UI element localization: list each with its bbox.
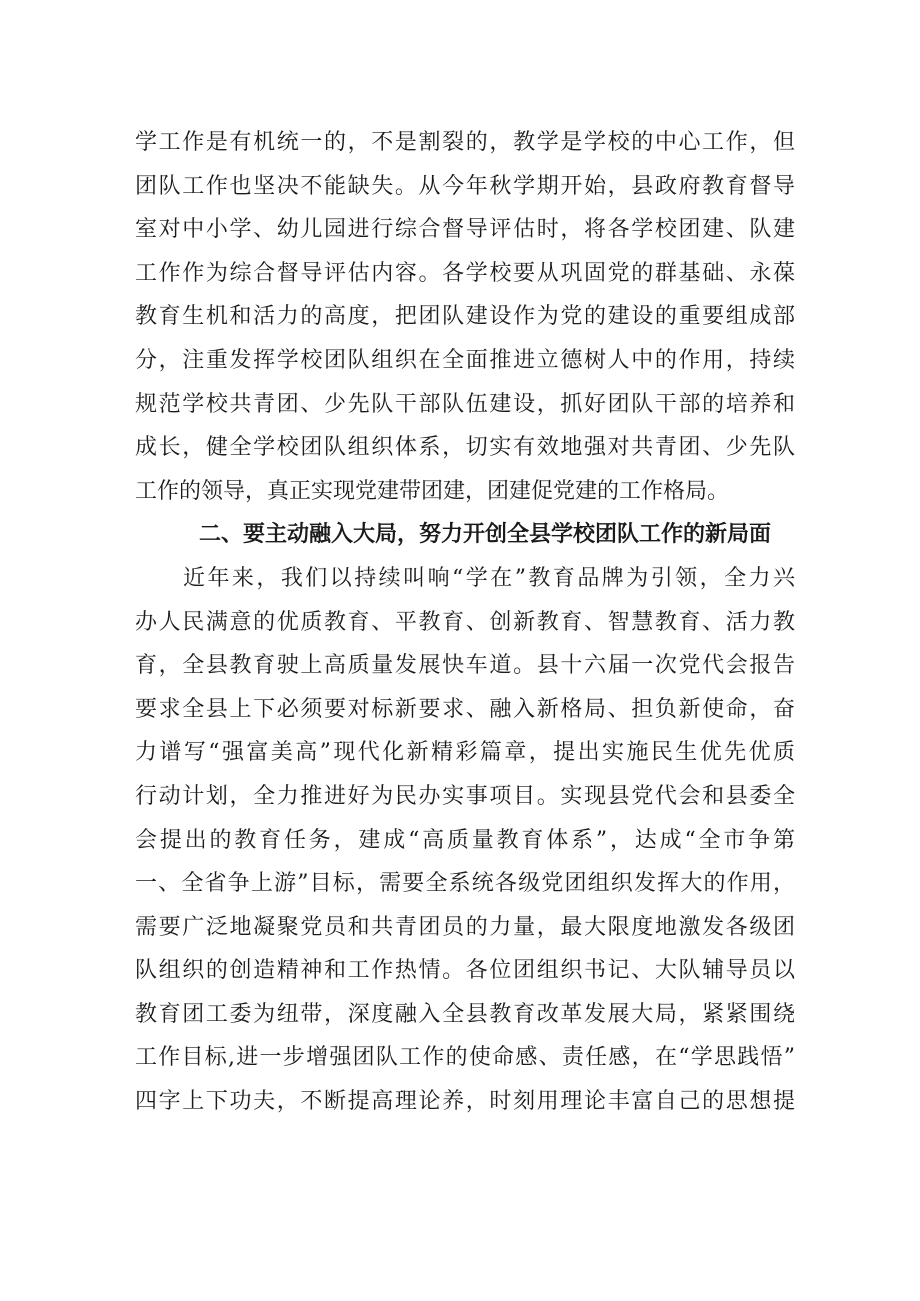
text-line: 团队工作也坚决不能缺失。从今年秋学期开始，县政府教育督导 xyxy=(135,173,795,199)
text-line: 近年来，我们以持续叫响“学在”教育品牌为引领，全力兴 xyxy=(183,565,795,591)
paragraph-2 xyxy=(135,557,795,1124)
text-line: 学工作是有机统一的，不是割裂的，教学是学校的中心工作，但 xyxy=(135,130,795,155)
text-line: 教育团工委为纽带，深度融入全县教育改革发展大局，紧紧围绕 xyxy=(135,1001,795,1027)
text-line: 室对中小学、幼儿园进行综合督导评估时，将各学校团建、队建 xyxy=(135,217,795,243)
text-line: 办人民满意的优质教育、平教育、创新教育、智慧教育、活力教 xyxy=(135,609,795,635)
document-body xyxy=(135,121,795,1124)
text-line: 行动计划，全力推进好为民办实事项目。实现县党代会和县委全 xyxy=(135,783,795,809)
text-line: 工作的领导，真正实现党建带团建，团建促党建的工作格局。 xyxy=(135,478,730,504)
section-heading: 二、要主动融入大局，努力开创全县学校团队工作的新局面 xyxy=(199,522,772,548)
text-line: 力谱写“强富美高”现代化新精彩篇章，提出实施民生优先优质 xyxy=(135,740,795,766)
text-line: 工作目标,进一步增强团队工作的使命感、责任感，在“学思践悟” xyxy=(135,1045,795,1071)
text-line: 会提出的教育任务，建成“高质量教育体系”，达成“全市争第 xyxy=(135,827,795,853)
text-line: 需要广泛地凝聚党员和共青团员的力量，最大限度地激发各级团 xyxy=(135,914,795,940)
text-line: 育，全县教育驶上高质量发展快车道。县十六届一次党代会报告 xyxy=(135,653,795,679)
text-line: 一、全省争上游”目标，需要全系统各级党团组织发挥大的作用， xyxy=(135,871,795,897)
text-line: 工作作为综合督导评估内容。各学校要从巩固党的群基础、永葆 xyxy=(135,260,795,286)
text-line: 队组织的创造精神和工作热情。各位团组织书记、大队辅导员以 xyxy=(135,958,795,984)
text-line: 成长，健全学校团队组织体系，切实有效地强对共青团、少先队 xyxy=(135,435,795,461)
text-line: 要求全县上下必须要对标新要求、融入新格局、担负新使命，奋 xyxy=(135,696,795,722)
text-line: 教育生机和活力的高度，把团队建设作为党的建设的重要组成部 xyxy=(135,304,795,330)
text-line: 规范学校共青团、少先队干部队伍建设，抓好团队干部的培养和 xyxy=(135,391,795,417)
paragraph-1 xyxy=(135,121,795,513)
text-line: 分，注重发挥学校团队组织在全面推进立德树人中的作用，持续 xyxy=(135,347,795,373)
text-line: 四字上下功夫，不断提高理论养，时刻用理论丰富自己的思想提 xyxy=(135,1089,795,1115)
